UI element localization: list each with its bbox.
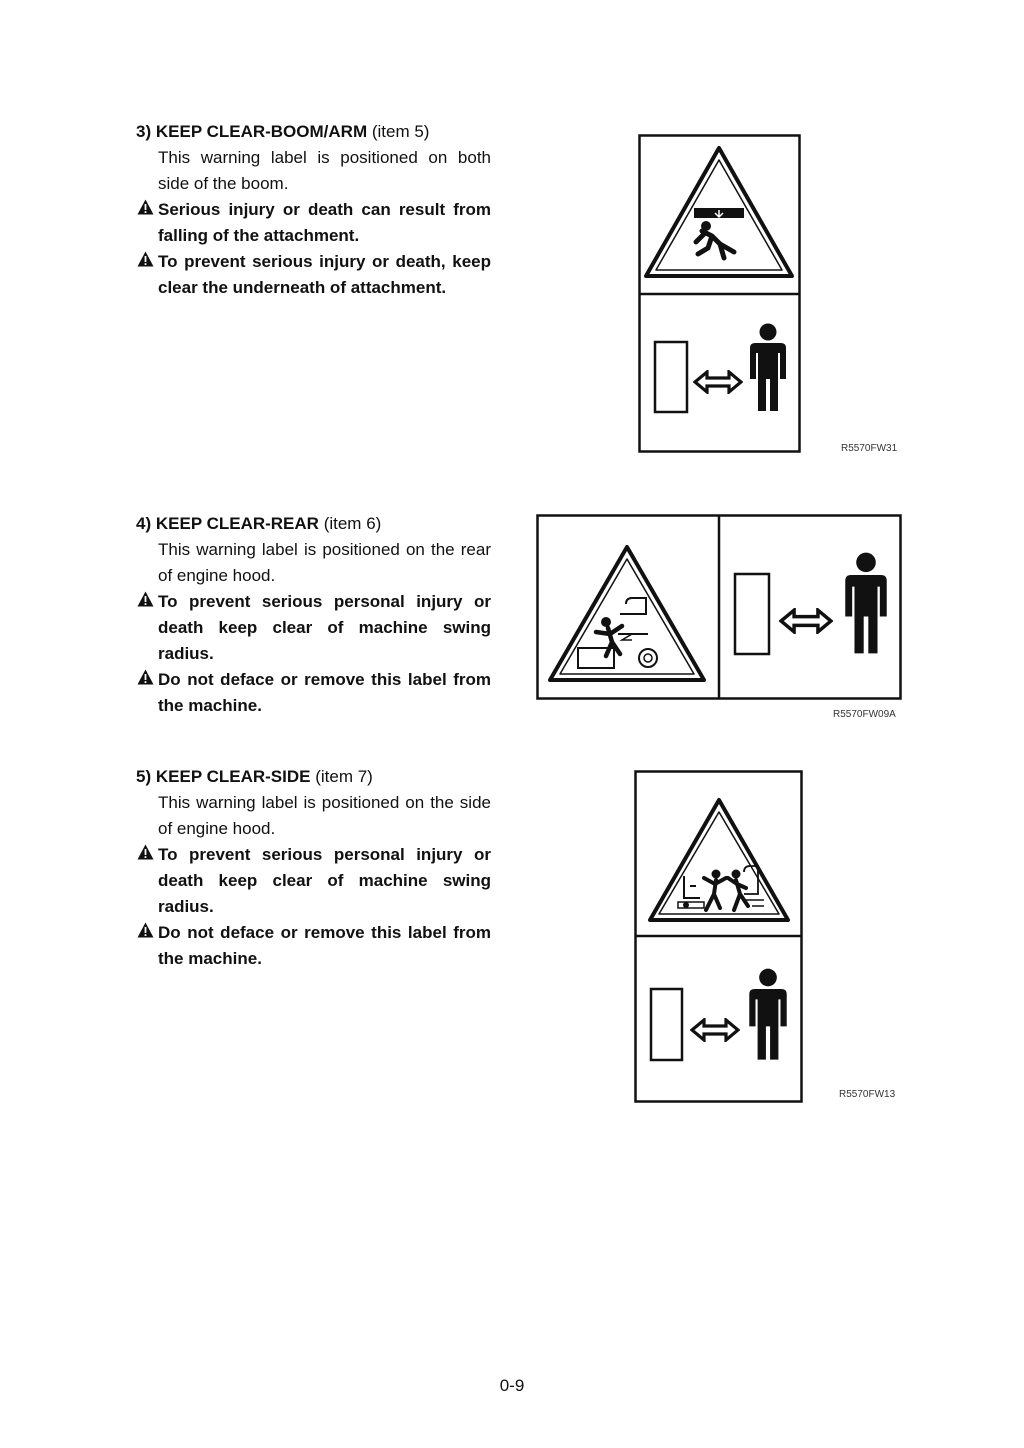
warning-triangle-icon: [137, 844, 154, 860]
section-number: 4): [136, 514, 152, 533]
warning-text: To prevent serious injury or death, keep clear the underneath of attachment.: [158, 252, 491, 297]
warning-triangle-icon: [137, 922, 154, 938]
page-number: 0-9: [499, 1376, 525, 1395]
section-keep-clear-boom-arm: [136, 119, 491, 301]
label-code: R5570FW13: [839, 1089, 896, 1100]
section-number: 3): [136, 122, 152, 141]
warning-triangle-icon: [137, 199, 154, 215]
section-item-ref: (item 7): [315, 767, 373, 786]
warning-item: [158, 920, 491, 972]
section-heading: [136, 764, 491, 790]
warning-text: Serious injury or death can result from falling of the attachment.: [158, 200, 491, 245]
warning-triangle-icon: [137, 669, 154, 685]
section-item-ref: (item 6): [323, 514, 382, 533]
warning-triangle-icon: [137, 591, 154, 607]
section-description: This warning label is positioned on both side of the boom.: [158, 148, 491, 193]
section-description: This warning label is positioned on the rear of engine hood.: [158, 540, 491, 585]
warning-triangle-icon: [137, 251, 154, 267]
section-heading: [136, 119, 491, 145]
warning-label-rear: [536, 514, 902, 700]
section-keep-clear-side: [136, 764, 491, 972]
section-description: This warning label is positioned on the side of engine hood.: [158, 793, 491, 838]
section-title: KEEP CLEAR-SIDE: [155, 767, 311, 786]
warning-item: [158, 589, 491, 667]
section-keep-clear-rear: [136, 511, 491, 719]
warning-label-side: [634, 770, 804, 1104]
warning-text: To prevent serious personal injury or death keep clear of machine swing radius.: [158, 592, 491, 663]
warning-item: [158, 842, 491, 920]
warning-item: [158, 249, 491, 301]
section-item-ref: (item 5): [371, 122, 430, 141]
section-heading: [136, 511, 491, 537]
label-code: R5570FW09A: [833, 709, 896, 720]
section-title: KEEP CLEAR-BOOM/ARM: [155, 122, 368, 141]
warning-text: To prevent serious personal injury or death keep clear of machine swing radius.: [158, 845, 491, 916]
warning-item: [158, 197, 491, 249]
label-code: R5570FW31: [841, 443, 898, 454]
warning-label-boom-arm: [638, 134, 802, 454]
section-title: KEEP CLEAR-REAR: [155, 514, 319, 533]
warning-item: [158, 667, 491, 719]
warning-text: Do not deface or remove this label from the machine.: [158, 670, 491, 715]
warning-text: Do not deface or remove this label from the machine.: [158, 923, 491, 968]
section-number: 5): [136, 767, 152, 786]
